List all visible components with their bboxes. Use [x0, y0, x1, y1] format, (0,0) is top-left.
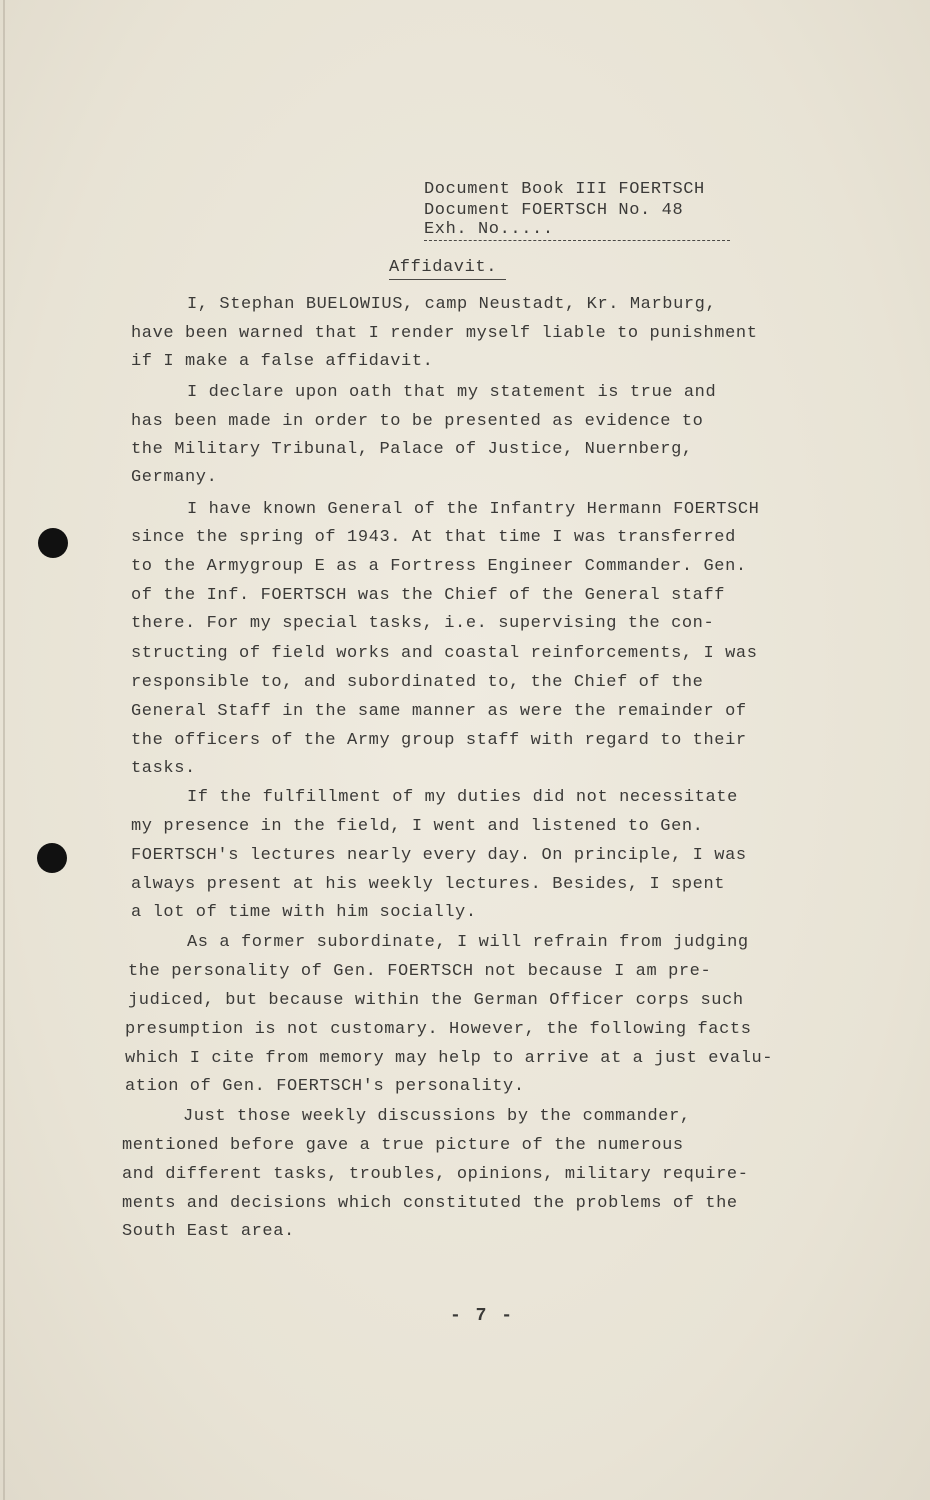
body-line: the Military Tribunal, Palace of Justice, Nuernberg, [131, 440, 693, 459]
body-line: FOERTSCH's lectures nearly every day. On principle, I was [131, 846, 747, 865]
body-line: have been warned that I render myself liable to punishment [131, 324, 758, 343]
body-line: presumption is not customary. However, the following facts [125, 1020, 752, 1039]
body-line: I, Stephan BUELOWIUS, camp Neustadt, Kr. Marburg, [187, 295, 717, 314]
affidavit-title: Affidavit. [389, 258, 498, 277]
body-line: a lot of time with him socially. [131, 903, 477, 922]
body-line: if I make a false affidavit. [131, 352, 434, 371]
body-line: General Staff in the same manner as were the remainder of [131, 702, 747, 721]
body-line: the personality of Gen. FOERTSCH not because I am pre- [128, 962, 712, 981]
header-exhibit-number: Exh. No..... [424, 220, 554, 239]
punch-hole-top [38, 528, 68, 558]
page-edge-shadow [3, 0, 5, 1500]
body-line: there. For my special tasks, i.e. supervising the con- [131, 614, 715, 633]
body-line: which I cite from memory may help to arrive at a just evalu- [125, 1049, 774, 1068]
punch-hole-bottom [37, 843, 67, 873]
body-line: If the fulfillment of my duties did not necessitate [187, 788, 738, 807]
body-line: to the Armygroup E as a Fortress Engineer Commander. Gen. [131, 557, 747, 576]
title-underline [389, 279, 506, 280]
body-line: of the Inf. FOERTSCH was the Chief of the General staff [131, 586, 726, 605]
header-document-book: Document Book III FOERTSCH [424, 180, 705, 199]
body-line: judiced, but because within the German Officer corps such [128, 991, 744, 1010]
body-line: Just those weekly discussions by the commander, [183, 1107, 691, 1126]
body-line: ments and decisions which constituted the problems of the [122, 1194, 738, 1213]
body-line: has been made in order to be presented as evidence to [131, 412, 704, 431]
body-line: I declare upon oath that my statement is true and [187, 383, 717, 402]
body-line: As a former subordinate, I will refrain from judging [187, 933, 749, 952]
body-line: and different tasks, troubles, opinions, military require- [122, 1165, 749, 1184]
page-number: - 7 - [450, 1306, 515, 1326]
body-line: the officers of the Army group staff with regard to their [131, 731, 747, 750]
header-document-number: Document FOERTSCH No. 48 [424, 201, 684, 220]
body-line: I have known General of the Infantry Hermann FOERTSCH [187, 500, 760, 519]
body-line: my presence in the field, I went and listened to Gen. [131, 817, 704, 836]
body-line: structing of field works and coastal reinforcements, I was [131, 644, 758, 663]
exhibit-underline [424, 240, 730, 241]
body-line: tasks. [131, 759, 196, 778]
body-line: ation of Gen. FOERTSCH's personality. [125, 1077, 525, 1096]
body-line: since the spring of 1943. At that time I was transferred [131, 528, 736, 547]
body-line: South East area. [122, 1222, 295, 1241]
body-line: Germany. [131, 468, 218, 487]
body-line: mentioned before gave a true picture of the numerous [122, 1136, 684, 1155]
body-line: always present at his weekly lectures. Besides, I spent [131, 875, 726, 894]
body-line: responsible to, and subordinated to, the Chief of the [131, 673, 704, 692]
